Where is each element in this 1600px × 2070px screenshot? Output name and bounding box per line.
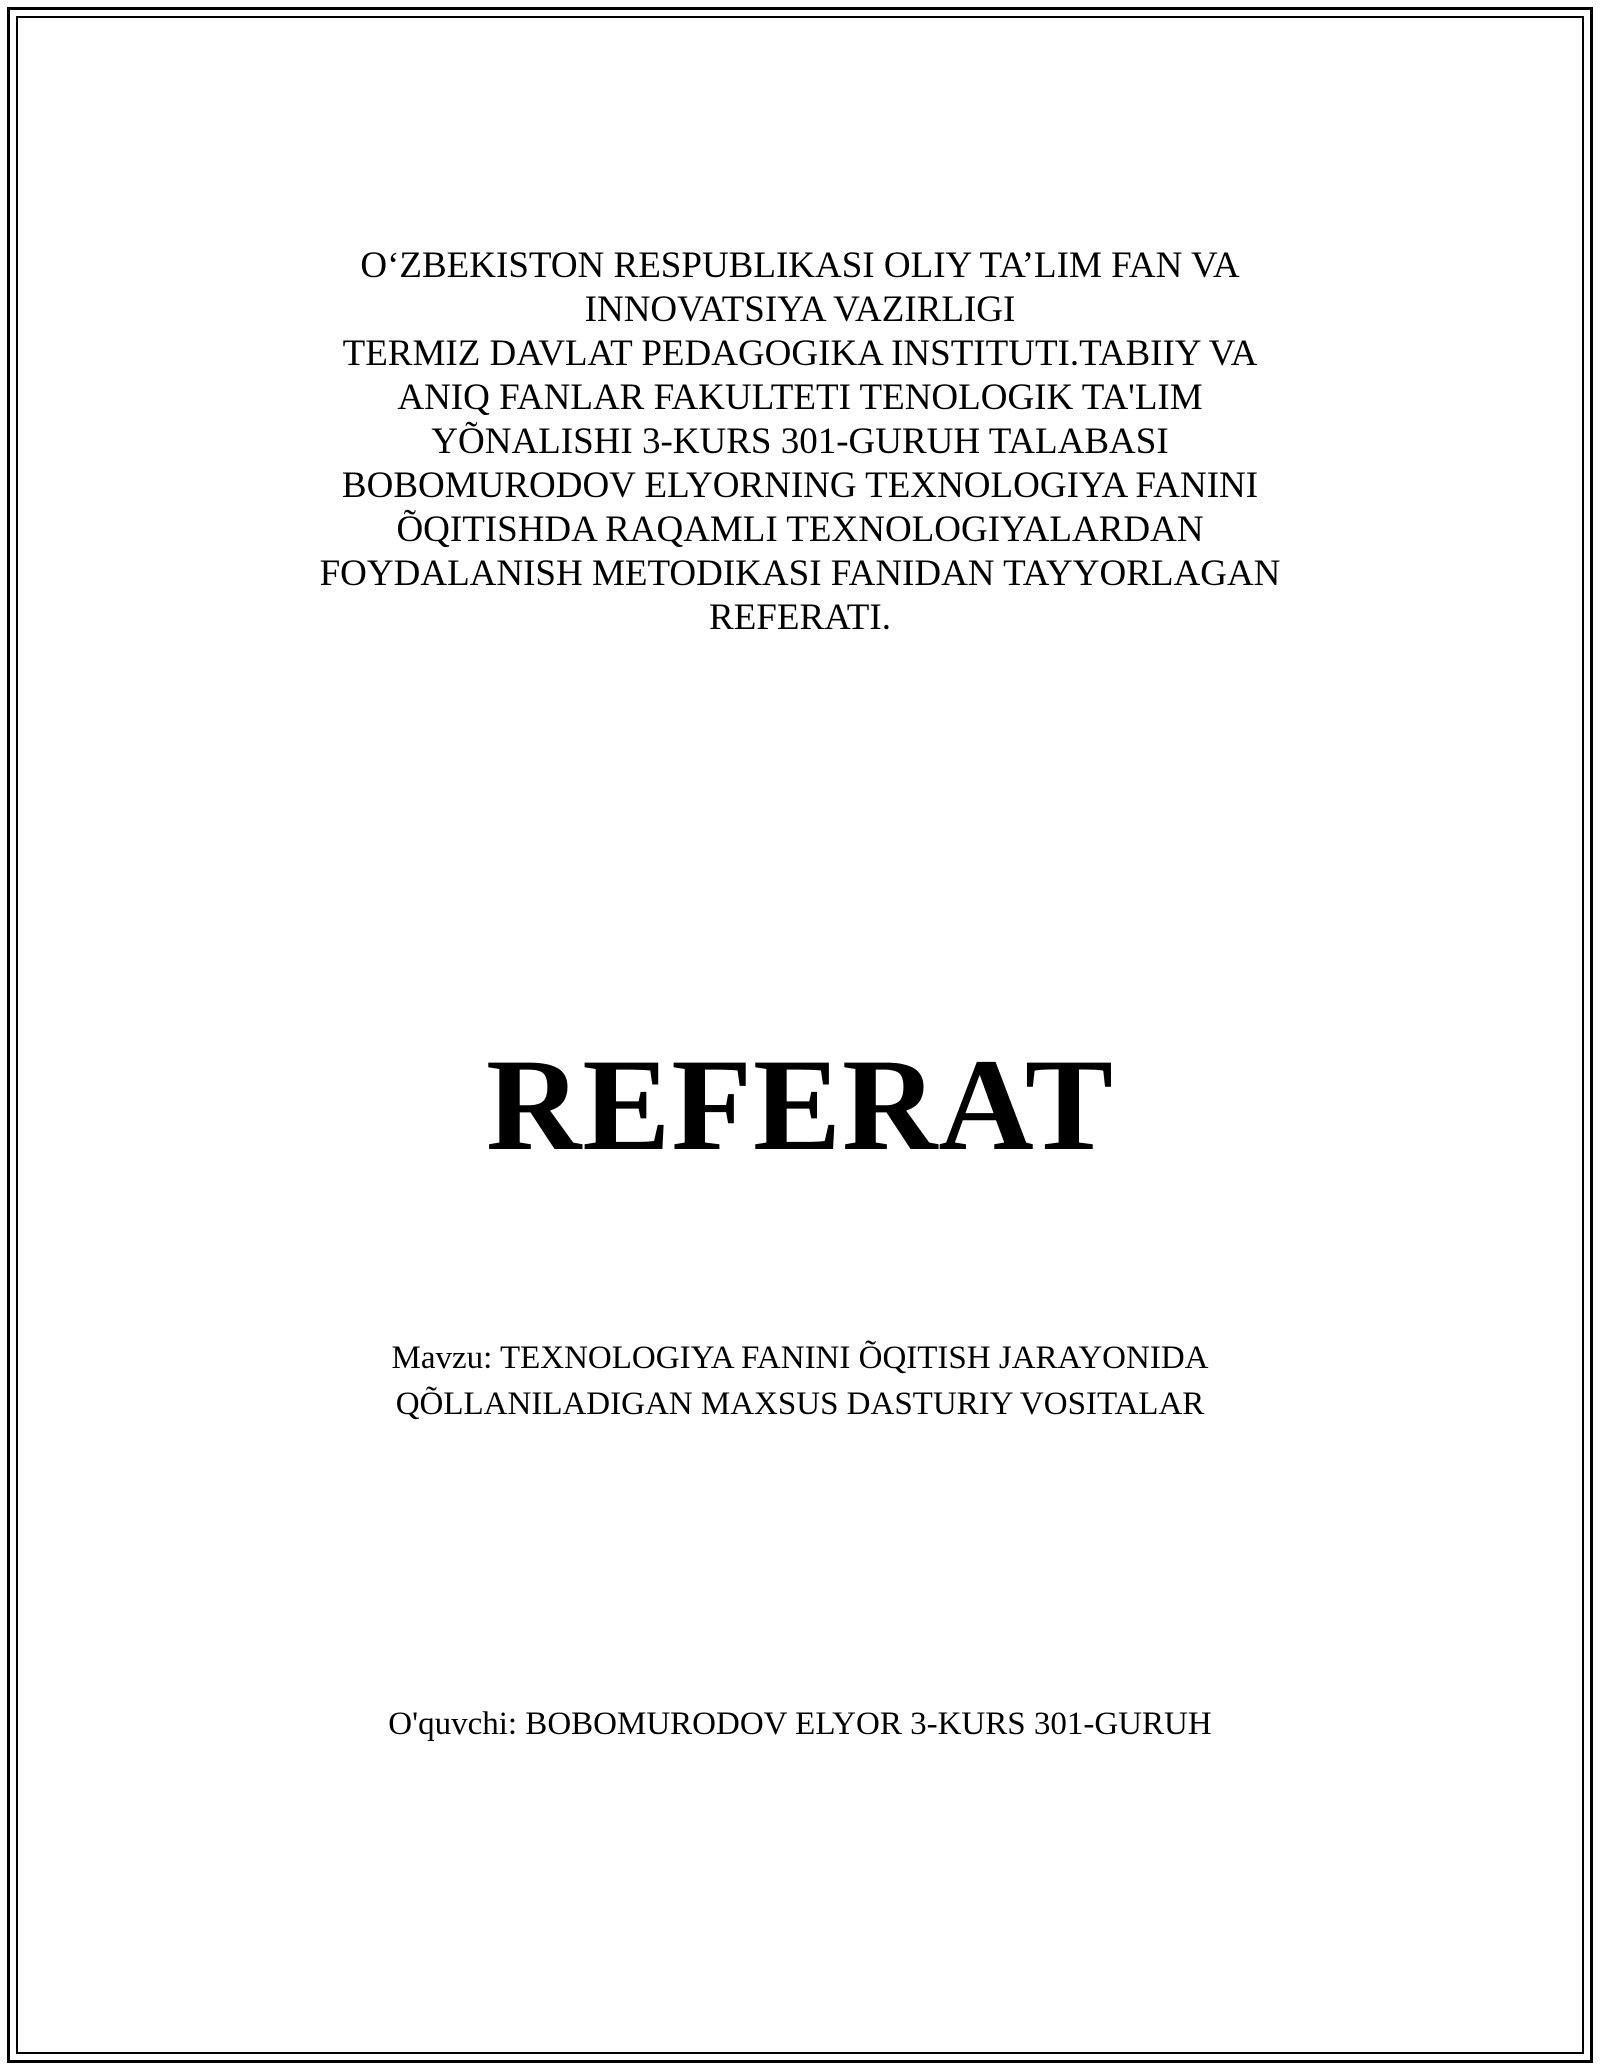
header-line: O‘ZBEKISTON RESPUBLIKASI OLIY TA’LIM FAN VA xyxy=(360,245,1240,286)
header-line: BOBOMURODOV ELYORNING TEXNOLOGIYA FANINI xyxy=(341,465,1259,506)
topic-line: Mavzu: TEXNOLOGIYA FANINI ÕQITISH JARAYONIDA xyxy=(391,1340,1209,1376)
header-line: YÕNALISHI 3-KURS 301-GURUH TALABASI xyxy=(431,421,1169,462)
topic-line: QÕLLANILADIGAN MAXSUS DASTURIY VOSITALAR xyxy=(395,1386,1205,1422)
header-line: REFERATI. xyxy=(709,597,891,638)
institution-header xyxy=(0,244,1600,640)
header-line: ANIQ FANLAR FAKULTETI TENOLOGIK TA'LIM xyxy=(397,377,1203,418)
header-line: INNOVATSIYA VAZIRLIGI xyxy=(584,289,1016,330)
header-line: TERMIZ DAVLAT PEDAGOGIKA INSTITUTI.TABIIY VA xyxy=(342,333,1258,374)
header-line: ÕQITISHDA RAQAMLI TEXNOLOGIYALARDAN xyxy=(396,509,1204,550)
document-title: REFERAT xyxy=(486,1031,1114,1178)
topic-block xyxy=(0,1335,1600,1427)
header-line: FOYDALANISH METODIKASI FANIDAN TAYYORLAGAN xyxy=(319,553,1281,594)
student-info: O'quvchi: BOBOMURODOV ELYOR 3-KURS 301-GURUH xyxy=(388,1706,1212,1742)
